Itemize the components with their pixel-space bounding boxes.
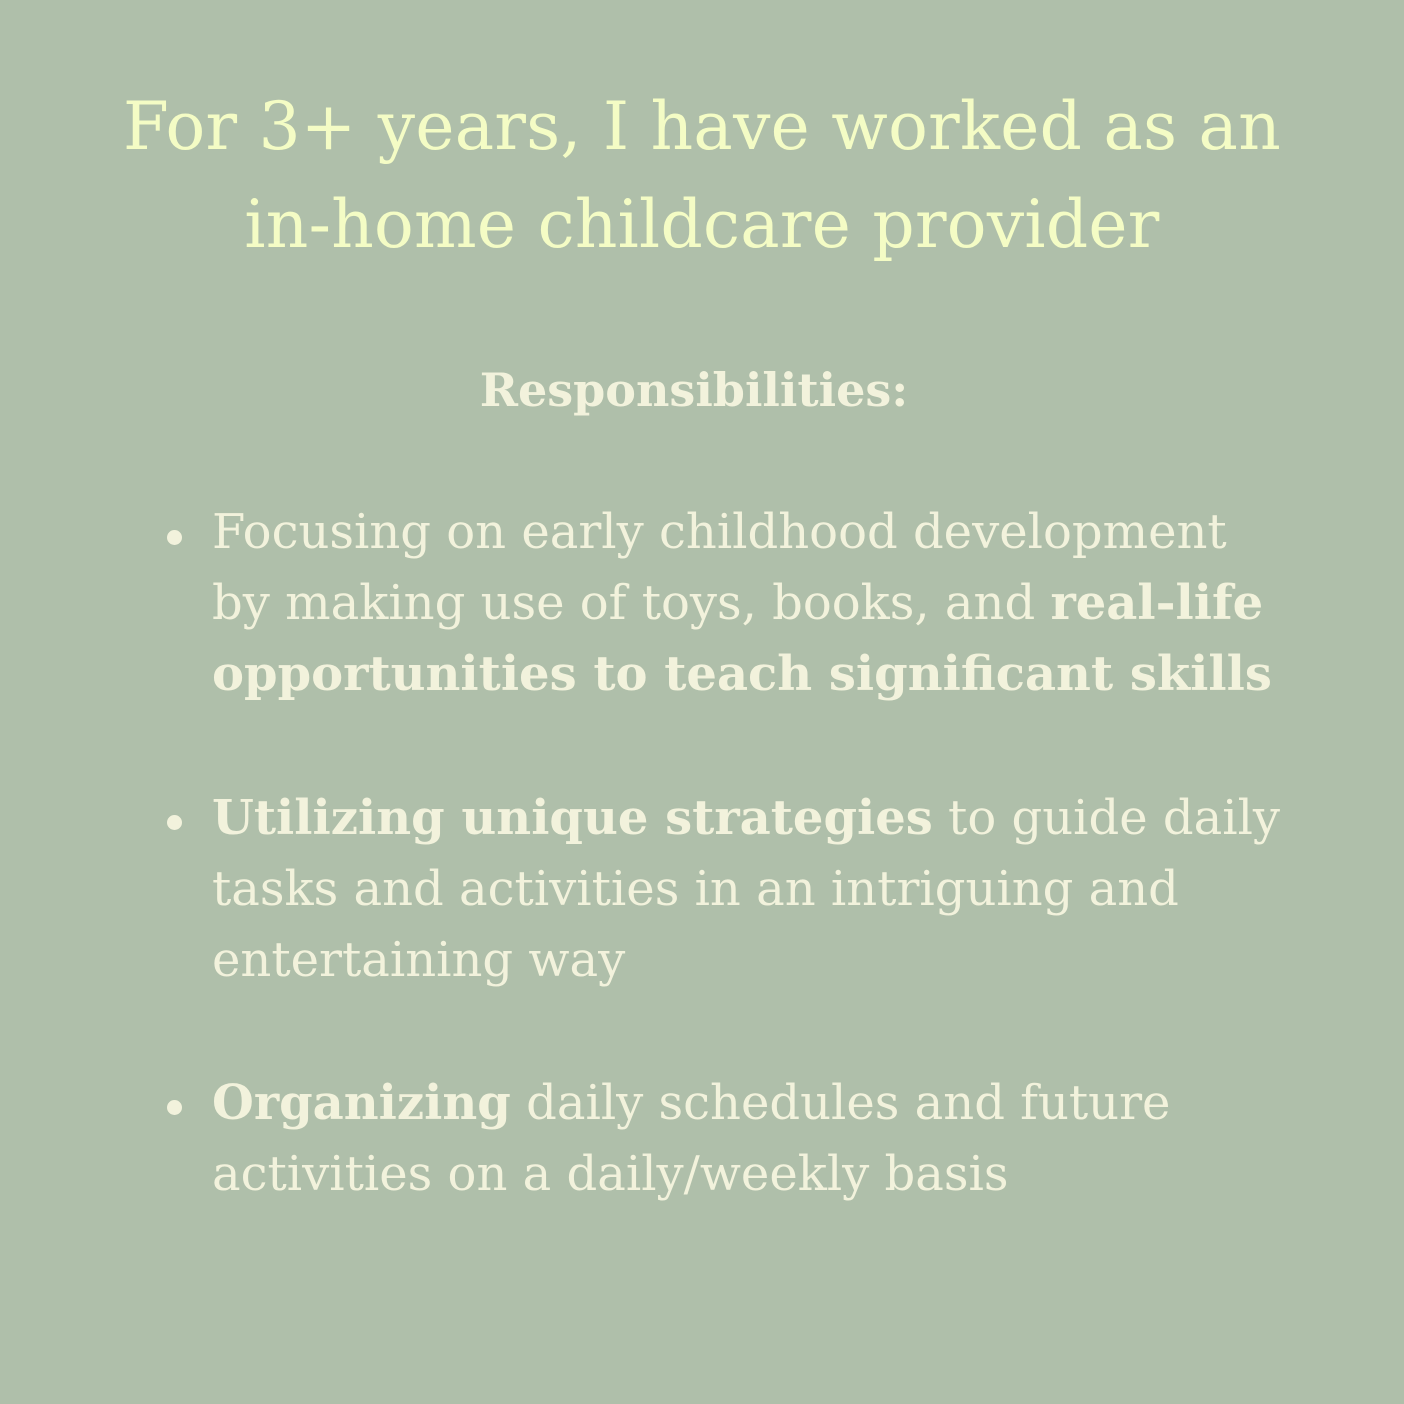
- item-bold-text: real-life opportunities to teach significant skills: [212, 575, 1272, 702]
- list-item: [212, 1068, 1292, 1210]
- list-item: [212, 783, 1292, 996]
- bullet-icon: [167, 815, 182, 830]
- list-item: [212, 497, 1292, 710]
- bullet-icon: [167, 1100, 182, 1115]
- item-text: daily schedules and future activities on a daily/weekly basis: [212, 1075, 1171, 1202]
- headline-line-2: in-home childcare provider: [244, 186, 1160, 263]
- headline-line-1: For 3+ years, I have worked as an: [122, 88, 1282, 165]
- bullet-icon: [167, 530, 182, 545]
- item-text: to guide daily tasks and activities in an intriguing and entertaining way: [212, 790, 1281, 988]
- section-heading: Responsibilities:: [479, 363, 909, 417]
- item-bold-text: Utilizing unique strategies: [212, 790, 933, 846]
- item-bold-text: Organizing: [212, 1075, 511, 1131]
- item-text: Focusing on early childhood development by making use of toys, books, and: [212, 504, 1227, 631]
